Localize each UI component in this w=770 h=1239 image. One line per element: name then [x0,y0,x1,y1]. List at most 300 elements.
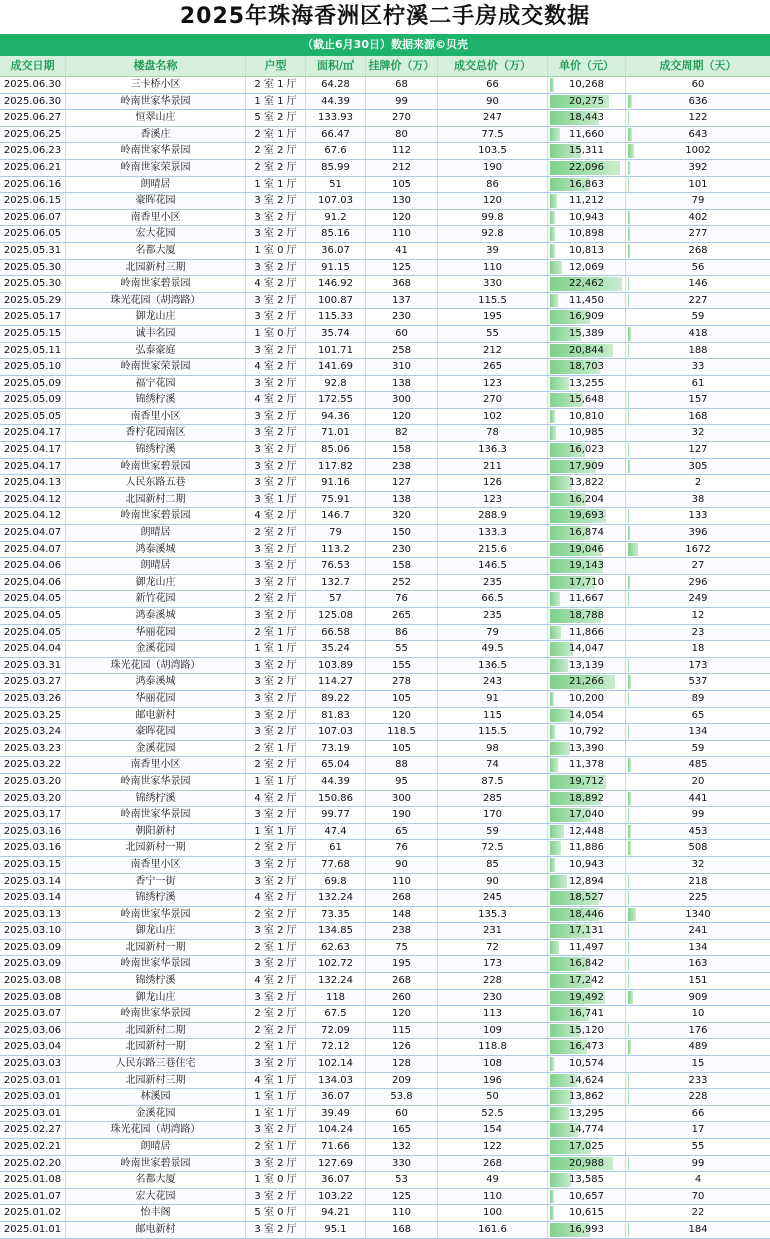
cell-total-price: 196 [438,1073,548,1089]
cell-list-price: 120 [366,210,438,226]
cell-area: 125.08 [306,608,366,624]
cycle-text: 168 [688,411,707,422]
cell-unit-price [548,376,626,392]
cell-name: 御龙山庄 [66,309,246,325]
cycle-text: 146 [688,278,707,289]
cycle-bar [628,1157,629,1171]
cell-unit-price [548,558,626,574]
cell-name: 邮电新村 [66,708,246,724]
cell-list-price: 158 [366,442,438,458]
cell-cycle [626,641,770,657]
cycle-bar [628,294,629,308]
cell-cycle [626,143,770,159]
cell-total-price: 211 [438,459,548,475]
cell-list-price: 127 [366,475,438,491]
cycle-text: 188 [688,345,707,356]
unit-price-text: 11,866 [569,627,604,638]
cycle-text: 176 [688,1025,707,1036]
cell-total-price: 110 [438,1189,548,1205]
cell-cycle [626,260,770,276]
cell-name: 锦绣柠溪 [66,442,246,458]
cycle-text: 163 [688,958,707,969]
table-row [0,143,770,160]
cell-area: 71.66 [306,1139,366,1155]
cycle-text: 59 [692,311,705,322]
table-row [0,857,770,874]
cell-cycle [626,774,770,790]
cell-name: 御龙山庄 [66,990,246,1006]
cell-cycle [626,177,770,193]
cell-date: 2025.04.07 [0,542,66,558]
unit-price-text: 15,120 [569,1025,604,1036]
cell-unit-price [548,774,626,790]
cell-total-price: 230 [438,990,548,1006]
cell-date: 2025.04.17 [0,442,66,458]
cell-type: 4 室 2 厅 [246,359,306,375]
unit-price-bar [550,758,558,772]
unit-price-text: 16,741 [569,1008,604,1019]
header-name: 楼盘名称 [66,56,246,76]
cell-cycle [626,1073,770,1089]
cell-unit-price [548,940,626,956]
cycle-text: 392 [688,162,707,173]
cell-type: 3 室 2 厅 [246,1222,306,1238]
cycle-bar [628,111,629,125]
cycle-bar [628,144,634,158]
cell-area: 132.7 [306,575,366,591]
cell-area: 65.04 [306,757,366,773]
cell-name: 香柠花园南区 [66,425,246,441]
cell-type: 3 室 2 厅 [246,608,306,624]
table-row [0,1122,770,1139]
cell-unit-price [548,1172,626,1188]
cell-unit-price [548,857,626,873]
cell-list-price: 110 [366,226,438,242]
cell-date: 2025.03.14 [0,890,66,906]
cell-list-price: 76 [366,840,438,856]
cell-name: 鸿泰溪城 [66,674,246,690]
cell-name: 朗晴居 [66,177,246,193]
cell-date: 2025.03.20 [0,791,66,807]
cycle-text: 157 [688,394,707,405]
cell-unit-price [548,907,626,923]
unit-price-text: 11,497 [569,942,604,953]
unit-price-text: 19,712 [569,776,604,787]
cell-area: 36.07 [306,1172,366,1188]
cell-area: 101.71 [306,343,366,359]
cell-date: 2025.04.05 [0,608,66,624]
cell-type: 3 室 2 厅 [246,923,306,939]
cell-type: 2 室 2 厅 [246,525,306,541]
cell-total-price: 330 [438,276,548,292]
cell-date: 2025.03.24 [0,724,66,740]
table-row [0,608,770,625]
cell-area: 92.8 [306,376,366,392]
unit-price-text: 11,378 [569,759,604,770]
cell-date: 2025.01.01 [0,1222,66,1238]
cell-type: 3 室 2 厅 [246,956,306,972]
cycle-bar [628,393,629,407]
cell-type: 3 室 2 厅 [246,674,306,690]
cell-total-price: 190 [438,160,548,176]
cell-list-price: 300 [366,392,438,408]
cell-unit-price [548,193,626,209]
cell-date: 2025.03.25 [0,708,66,724]
unit-price-text: 16,993 [569,1224,604,1235]
cell-list-price: 132 [366,1139,438,1155]
cell-unit-price [548,1189,626,1205]
unit-price-text: 10,985 [569,427,604,438]
table-body [0,77,770,1239]
unit-price-bar [550,194,557,208]
cell-area: 99.77 [306,807,366,823]
unit-price-text: 22,462 [569,278,604,289]
cell-date: 2025.05.17 [0,309,66,325]
cell-total-price: 268 [438,1156,548,1172]
cell-type: 4 室 1 厅 [246,1073,306,1089]
cycle-text: 305 [688,461,707,472]
cell-name: 宏大花园 [66,1189,246,1205]
cell-area: 61 [306,840,366,856]
cell-type: 2 室 2 厅 [246,1006,306,1022]
cell-total-price: 215.6 [438,542,548,558]
table-row [0,907,770,924]
cell-list-price: 278 [366,674,438,690]
cell-name: 鸿泰溪城 [66,542,246,558]
table-row [0,1023,770,1040]
cell-area: 35.74 [306,326,366,342]
table-row [0,425,770,442]
cell-name: 岭南世家碧景园 [66,1156,246,1172]
cell-cycle [626,840,770,856]
header-cycle: 成交周期（天） [626,56,770,76]
cell-list-price: 270 [366,110,438,126]
cell-unit-price [548,177,626,193]
unit-price-text: 14,624 [569,1075,604,1086]
cell-type: 3 室 2 厅 [246,542,306,558]
cell-cycle [626,591,770,607]
cell-unit-price [548,575,626,591]
cell-area: 66.47 [306,127,366,143]
cell-total-price: 115.5 [438,724,548,740]
cell-type: 2 室 2 厅 [246,143,306,159]
cell-unit-price [548,757,626,773]
cell-unit-price [548,724,626,740]
cell-unit-price [548,110,626,126]
cell-unit-price [548,608,626,624]
cell-cycle [626,990,770,1006]
cell-name: 香宁一街 [66,874,246,890]
unit-price-bar [550,742,570,756]
cycle-text: 65 [692,710,705,721]
cell-unit-price [548,824,626,840]
cell-list-price: 195 [366,956,438,972]
table-row [0,791,770,808]
cell-list-price: 268 [366,890,438,906]
cell-type: 4 室 2 厅 [246,508,306,524]
cell-type: 2 室 2 厅 [246,591,306,607]
cell-unit-price [548,708,626,724]
cell-list-price: 128 [366,1056,438,1072]
cell-name: 金溪花园 [66,641,246,657]
cell-list-price: 68 [366,77,438,93]
cell-name: 新竹花园 [66,591,246,607]
cell-name: 南香里小区 [66,210,246,226]
unit-price-text: 17,131 [569,925,604,936]
cell-total-price: 55 [438,326,548,342]
cycle-text: 396 [688,527,707,538]
unit-price-text: 21,266 [569,676,604,687]
cycle-text: 10 [692,1008,705,1019]
cycle-text: 268 [688,245,707,256]
cell-type: 3 室 2 厅 [246,807,306,823]
cycle-text: 134 [688,942,707,953]
cell-date: 2025.06.23 [0,143,66,159]
cell-name: 北园新村一期 [66,1039,246,1055]
cell-total-price: 245 [438,890,548,906]
cell-total-price: 99.8 [438,210,548,226]
cycle-bar [628,576,630,590]
cell-date: 2025.05.29 [0,293,66,309]
cell-name: 南香里小区 [66,757,246,773]
cycle-text: 909 [688,992,707,1003]
cell-unit-price [548,741,626,757]
unit-price-text: 20,844 [569,345,604,356]
table-row [0,542,770,559]
cell-area: 36.07 [306,243,366,259]
cell-cycle [626,1205,770,1221]
cell-date: 2025.03.16 [0,840,66,856]
unit-price-text: 16,874 [569,527,604,538]
cell-date: 2025.03.27 [0,674,66,690]
cell-cycle [626,824,770,840]
unit-price-text: 11,886 [569,842,604,853]
table-row [0,890,770,907]
cell-cycle [626,309,770,325]
cell-cycle [626,724,770,740]
cell-name: 恒翠山庄 [66,110,246,126]
table-row [0,276,770,293]
cell-cycle [626,940,770,956]
cell-name: 北园新村三期 [66,1073,246,1089]
table-row [0,641,770,658]
cell-area: 73.35 [306,907,366,923]
cell-total-price: 123 [438,492,548,508]
table-row [0,973,770,990]
table-row [0,840,770,857]
cell-total-price: 247 [438,110,548,126]
cell-type: 4 室 2 厅 [246,392,306,408]
cell-cycle [626,674,770,690]
cell-area: 51 [306,177,366,193]
cycle-text: 12 [692,610,705,621]
cell-list-price: 105 [366,177,438,193]
cell-cycle [626,459,770,475]
cell-name: 朗晴居 [66,558,246,574]
cell-list-price: 76 [366,591,438,607]
table-row [0,160,770,177]
cell-type: 3 室 2 厅 [246,193,306,209]
cell-date: 2025.01.02 [0,1205,66,1221]
cycle-text: 89 [692,693,705,704]
cell-unit-price [548,442,626,458]
cell-area: 117.82 [306,459,366,475]
cell-area: 85.06 [306,442,366,458]
cell-unit-price [548,1139,626,1155]
cell-date: 2025.04.05 [0,591,66,607]
cell-cycle [626,343,770,359]
cell-total-price: 49 [438,1172,548,1188]
cell-date: 2025.02.21 [0,1139,66,1155]
cell-area: 35.24 [306,641,366,657]
unit-price-text: 10,200 [569,693,604,704]
unit-price-bar [550,825,564,839]
table-row [0,94,770,111]
unit-price-text: 15,389 [569,328,604,339]
cell-area: 76.53 [306,558,366,574]
cell-list-price: 320 [366,508,438,524]
unit-price-text: 17,242 [569,975,604,986]
cell-list-price: 82 [366,425,438,441]
cell-name: 珠光花园（胡湾路） [66,293,246,309]
cycle-bar [628,841,631,855]
unit-price-text: 14,047 [569,643,604,654]
cell-date: 2025.03.01 [0,1106,66,1122]
cycle-bar [628,725,629,739]
unit-price-text: 16,909 [569,311,604,322]
cell-list-price: 125 [366,1189,438,1205]
unit-price-text: 16,842 [569,958,604,969]
unit-price-bar [550,659,568,673]
unit-price-text: 10,657 [569,1191,604,1202]
cell-list-price: 88 [366,757,438,773]
cell-date: 2025.04.06 [0,558,66,574]
cell-unit-price [548,1122,626,1138]
cell-cycle [626,741,770,757]
unit-price-text: 16,863 [569,179,604,190]
cell-area: 72.09 [306,1023,366,1039]
cell-type: 3 室 2 厅 [246,1156,306,1172]
cell-list-price: 155 [366,658,438,674]
cell-cycle [626,1023,770,1039]
unit-price-text: 19,693 [569,510,604,521]
cell-unit-price [548,143,626,159]
cycle-text: 184 [688,1224,707,1235]
unit-price-text: 18,788 [569,610,604,621]
cell-list-price: 130 [366,193,438,209]
cell-area: 94.36 [306,409,366,425]
cell-cycle [626,243,770,259]
cell-unit-price [548,956,626,972]
cell-total-price: 78 [438,425,548,441]
cell-unit-price [548,343,626,359]
cell-area: 107.03 [306,193,366,209]
cell-type: 3 室 2 厅 [246,708,306,724]
cell-unit-price [548,1039,626,1055]
unit-price-bar [550,592,560,606]
cycle-text: 249 [688,593,707,604]
cell-unit-price [548,791,626,807]
cell-date: 2025.03.14 [0,874,66,890]
table-row [0,1222,770,1239]
cell-total-price: 265 [438,359,548,375]
cycle-text: 1002 [685,145,710,156]
unit-price-text: 18,443 [569,112,604,123]
table-row [0,226,770,243]
cell-cycle [626,1122,770,1138]
table-row [0,625,770,642]
cell-cycle [626,608,770,624]
cell-cycle [626,1106,770,1122]
cell-cycle [626,492,770,508]
cell-list-price: 158 [366,558,438,574]
cell-date: 2025.04.13 [0,475,66,491]
cell-type: 2 室 1 厅 [246,625,306,641]
cell-type: 1 室 1 厅 [246,774,306,790]
cell-name: 北园新村一期 [66,840,246,856]
cell-name: 岭南世家华景园 [66,143,246,159]
cycle-text: 59 [692,743,705,754]
table-row [0,1056,770,1073]
cell-type: 3 室 2 厅 [246,226,306,242]
cell-area: 67.6 [306,143,366,159]
table-header [0,56,770,77]
cycle-bar [628,161,630,175]
unit-price-bar [550,692,554,706]
cell-date: 2025.03.20 [0,774,66,790]
cell-area: 66.58 [306,625,366,641]
cycle-bar [628,908,636,922]
cell-date: 2025.06.16 [0,177,66,193]
table-row [0,127,770,144]
cell-list-price: 238 [366,923,438,939]
table-row [0,309,770,326]
cell-list-price: 230 [366,309,438,325]
cell-unit-price [548,874,626,890]
cell-unit-price [548,94,626,110]
unit-price-text: 16,204 [569,494,604,505]
cell-date: 2025.04.17 [0,459,66,475]
cell-cycle [626,1089,770,1105]
cell-date: 2025.03.10 [0,923,66,939]
cell-total-price: 120 [438,193,548,209]
cycle-bar [628,277,629,291]
cell-area: 67.5 [306,1006,366,1022]
cycle-text: 66 [692,1108,705,1119]
cell-total-price: 212 [438,343,548,359]
table-row [0,343,770,360]
cycle-text: 17 [692,1124,705,1135]
cell-name: 宏大花园 [66,226,246,242]
cell-type: 1 室 1 厅 [246,94,306,110]
cycle-text: 32 [692,427,705,438]
cycle-text: 56 [692,262,705,273]
cycle-bar [628,244,630,258]
cell-date: 2025.03.08 [0,990,66,1006]
table-row [0,990,770,1007]
cell-date: 2025.03.01 [0,1089,66,1105]
unit-price-text: 10,813 [569,245,604,256]
cell-unit-price [548,309,626,325]
table-row [0,774,770,791]
cycle-bar [628,924,629,938]
cell-unit-price [548,1205,626,1221]
cell-unit-price [548,1222,626,1238]
cell-cycle [626,658,770,674]
cell-cycle [626,127,770,143]
cycle-bar [628,443,629,457]
cell-date: 2025.01.08 [0,1172,66,1188]
